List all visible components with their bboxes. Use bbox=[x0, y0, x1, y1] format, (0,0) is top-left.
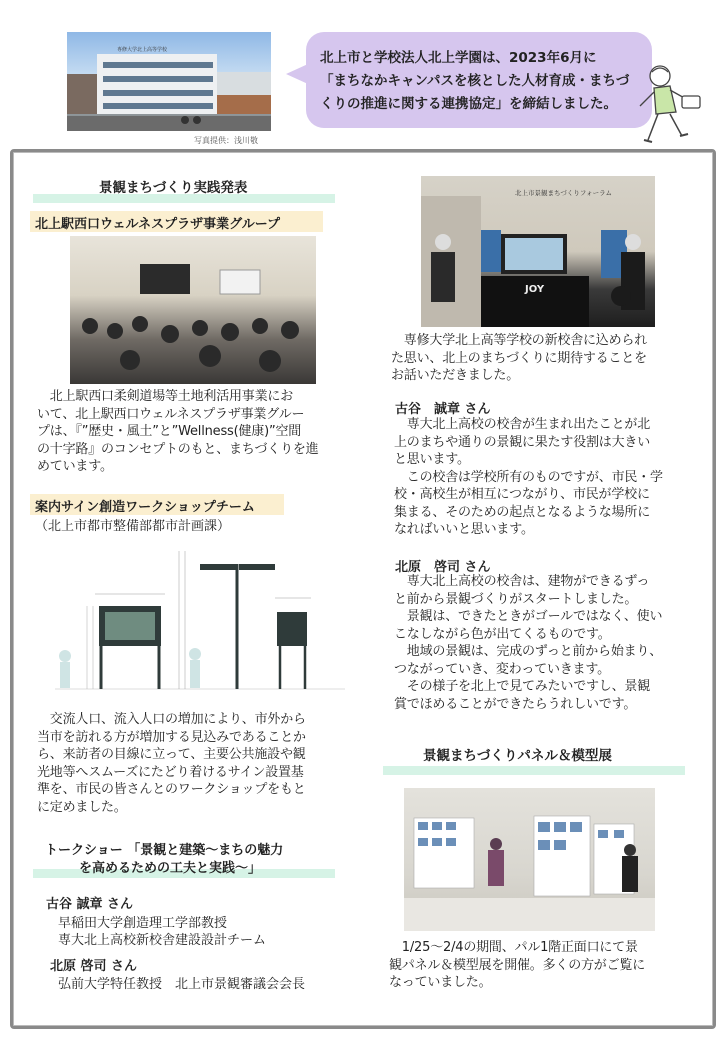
group1-title: 北上駅西口ウェルネスプラザ事業グループ bbox=[35, 217, 281, 232]
signage-design-drawing bbox=[55, 546, 345, 696]
furuya-name: 古谷 誠章 さん bbox=[395, 402, 491, 417]
talk-title-line-2: を高めるための工夫と実践～」 bbox=[79, 861, 262, 876]
panel-exhibition-title: 景観まちづくりパネル＆模型展 bbox=[423, 748, 612, 764]
school-building-photo bbox=[67, 32, 271, 131]
building-sign: 専修大学北上高等学校 bbox=[117, 47, 168, 53]
speaker2-name: 北原 啓司 さん bbox=[50, 959, 138, 974]
speech-bubble-tail bbox=[286, 64, 308, 84]
speaker1-name: 古谷 誠章 さん bbox=[46, 897, 134, 912]
speech-bubble bbox=[306, 32, 652, 128]
bubble-line-2: 「まちなかキャンパスを核とした人材育成・まちづ bbox=[320, 73, 630, 89]
group2-text: 交流人口、流入人口の増加により、市外から 当市を訪れる方が増加する見込みであることか ら、来訪者の目線に立って、主要公共施設や観 光地等へスムーズにたどり着けるサイン設置基 準を、市民の皆さんとのワークショップをもと に定めました。 bbox=[37, 712, 306, 815]
speaker1-role-1: 早稲田大学創造理工学部教授 bbox=[58, 916, 228, 931]
panel-underline bbox=[383, 766, 685, 775]
talk-title-line-1: トークショー 「景観と建築～まちの魅力 bbox=[45, 843, 284, 858]
kitahara-comment: 専大北上高校の校舎は、建物ができるずっ と前から景観づくりがスタートしました。 景観は、できたときがゴールではなく、使い こなしながら色が出てくるものです。 地域の景観は、完成のずっと前から始まり、 つながっていき、変わっていきます。 その様子を北上で見てみたいですし、景観 賞でほめることができたらうれしいです。 bbox=[394, 574, 663, 712]
forum-banner-text: 北上市景観まちづくりフォーラム bbox=[515, 189, 613, 197]
group2-subtitle: （北上市都市整備部都市計画課） bbox=[35, 519, 231, 534]
running-man-illustration bbox=[630, 62, 708, 148]
section1-title: 景観まちづくり実践発表 bbox=[99, 180, 248, 196]
bubble-line-3: くりの推進に関する連携協定」を締結しました。 bbox=[320, 96, 617, 112]
panel-exhibition-photo bbox=[404, 788, 655, 931]
group2-title: 案内サイン創造ワークショップチーム bbox=[35, 500, 255, 515]
panel-exhibition-text: 1/25～2/4の期間、パル1階正面口にて景 観パネル＆模型展を開催。多くの方がご覧に なっていました。 bbox=[389, 940, 646, 990]
stage-logo: JOY bbox=[525, 284, 545, 295]
bubble-line-1: 北上市と学校法人北上学園は、2023年6月に bbox=[320, 50, 597, 66]
photo-credit: 写真提供：浅川敬 bbox=[194, 136, 258, 145]
speaker2-role: 弘前大学特任教授 北上市景観審議会会長 bbox=[58, 977, 306, 992]
group1-text: 北上駅西口柔剣道場等土地利活用事業にお いて、北上駅西口ウェルネスプラザ事業グルー プは、『”歴史・風土”と”Wellness(健康)”空間 の十字路』のコンセプトのもと、まちづくりを進 めています。 bbox=[37, 389, 319, 474]
wellness-plaza-event-photo bbox=[70, 236, 316, 384]
forum-stage-photo bbox=[421, 176, 655, 327]
speaker1-role-2: 専大北上高校新校舎建設設計チーム bbox=[58, 933, 267, 948]
furuya-comment: 専大北上高校の校舎が生まれ出たことが北 上のまちや通りの景観に果たす役割は大きい と思います。 この校舎は学校所有のものですが、市民・学 校・高校生が相互につながり、市民が学校に 集まる、そのための起点となるような場所に なればいいと思います。 bbox=[394, 417, 663, 537]
kitahara-name: 北原 啓司 さん bbox=[395, 560, 491, 575]
forum-intro-text: 専修大学北上高等学校の新校舎に込められ た思い、北上のまちづくりに期待することを お話いただきました。 bbox=[391, 333, 648, 383]
